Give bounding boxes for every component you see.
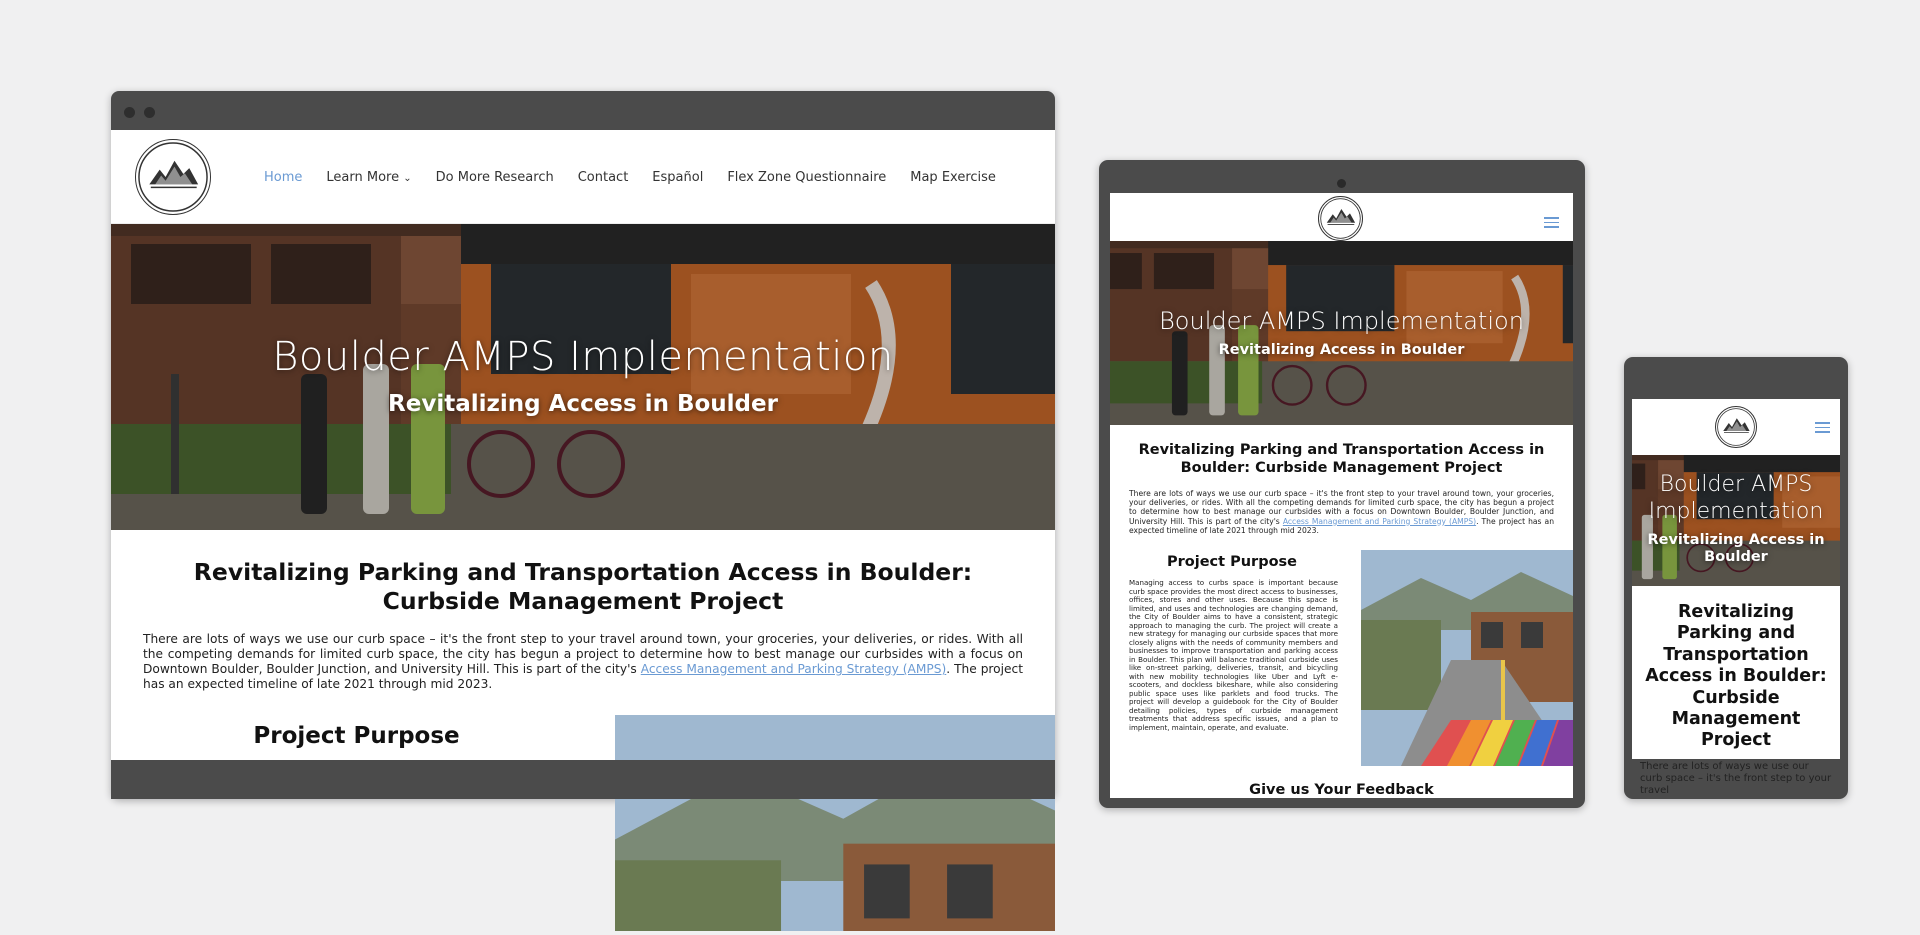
tablet-device-frame [1099,160,1585,808]
intro-text-end: . The project has an expected timeline of late 2021 through mid 2023. [143,662,1023,691]
hero-banner [1110,241,1573,425]
street-photo-image [1361,550,1573,766]
feedback-title: Give us Your Feedback [1249,782,1434,799]
mobile-device-frame [1624,357,1848,799]
hero-banner [111,224,1055,530]
chevron-down-icon: ⌄ [403,173,412,184]
purpose-title: Project Purpose [253,723,460,749]
header-nav [111,130,1055,224]
hamburger-menu-icon[interactable] [1544,217,1559,231]
menu-item-home[interactable]: Home [264,170,303,185]
hero-banner [1632,455,1840,586]
intro-text-end: . The project has an expected timeline of late 2021 through mid 2023. [1129,516,1555,535]
main-content [111,530,1055,775]
desktop-bottom-bezel [111,760,1055,799]
city-logo[interactable] [1318,196,1363,241]
amps-link[interactable]: Access Management and Parking Strategy (AMPS) [640,662,947,676]
intro-paragraph [143,632,1023,692]
menu-item-flex-zone-questionnaire[interactable]: Flex Zone Questionnaire [727,170,887,185]
window-dot [144,107,155,118]
intro-text: There are lots of ways we use our curb space – it's the front step to your travel around town, your groceries, your deliveries, or rides. With all the competing demands for limited curb space, the city has begun a project to determine how to best manage our curbsides with a focus on Downtown Boulder, Boulder Junction, and University Hill. This is part of the city's [1129,489,1554,526]
intro-paragraph: There are lots of ways we use our curb space – it's the front step to your travel [1640,760,1832,796]
city-logo-icon [1716,407,1756,447]
menu-item-espanol[interactable]: Español [652,170,704,185]
city-logo[interactable] [135,139,211,215]
intro-text: There are lots of ways we use our curb space – it's the front step to your travel around town, your groceries, your deliveries, or rides. With all the competing demands for limited curb space, the city has begun a project to determine how to best manage our curbsides with a focus on Downtown Boulder, Boulder Junction, and University Hill. This is part of the city's [143,632,1023,676]
hero-subtitle: Revitalizing Access in Boulder [388,391,778,417]
main-content [1110,425,1573,798]
purpose-title: Project Purpose [1166,554,1298,571]
tablet-header-nav [1110,193,1573,241]
project-purpose-section [1129,550,1554,766]
city-logo[interactable] [1715,406,1757,448]
street-photo-image [615,715,1055,931]
menu-item-map-exercise[interactable]: Map Exercise [910,170,996,185]
hero-title: Boulder AMPS Implementation [272,334,894,380]
tablet-screen [1110,193,1573,798]
mobile-screen [1632,399,1840,796]
window-dot [124,107,135,118]
desktop-screen [111,130,1055,760]
hero-title: Boulder AMPS Implementation [1648,472,1824,524]
hamburger-menu-icon[interactable] [1815,422,1830,436]
section-title: Revitalizing Parking and Transportation Access in Boulder: Curbside Management Project [1645,602,1827,751]
menu-item-do-more-research[interactable]: Do More Research [435,170,554,185]
hero-subtitle: Revitalizing Access in Boulder [1647,532,1825,565]
menu-item-contact[interactable]: Contact [577,170,629,185]
tablet-camera [1337,179,1346,188]
intro-paragraph [1129,489,1554,535]
section-title: Revitalizing Parking and Transportation Access in Boulder: Curbside Management Project [1138,442,1545,476]
amps-link[interactable]: Access Management and Parking Strategy (AMPS) [1282,516,1477,526]
city-logo-icon [136,140,210,214]
menu-item-label: Learn More [326,170,400,185]
hero-subtitle: Revitalizing Access in Boulder [1218,342,1465,358]
section-title: Revitalizing Parking and Transportation Access in Boulder: Curbside Management Project [193,558,973,615]
main-content [1632,586,1840,797]
street-photo [1361,550,1573,766]
city-logo-icon [1319,197,1362,240]
hero-title: Boulder AMPS Implementation [1159,307,1524,335]
purpose-text: Managing access to curbs space is important because curb space provides the most direct access to businesses, offices, stores and other uses. Because this space is limited, and uses and technologies are changing demand, the City of Boulder aims to have a consistent, strategic approach to managing the curb. The project will create a new strategy for managing our curbside spaces that more closely aligns with the needs of community members and businesses to improve transportation and parking access in Boulder. This plan will balance traditional curbside uses like on-street parking, deliveries, transit, and bicycling with new mobility technologies like Uber and Lyft e-scooters, and dockless bikeshare, while also considering public space uses like parklets and food trucks. The project will develop a guidebook for the City of Boulder detailing policies, types of curbside management treatments that address specific issues, and a plan to implement, maintain, operate, and evaluate. [1129,578,1338,732]
main-menu [264,170,996,185]
menu-item-learn-more[interactable] [326,170,411,185]
mobile-header-nav [1632,399,1840,455]
desktop-device-frame [111,91,1055,799]
